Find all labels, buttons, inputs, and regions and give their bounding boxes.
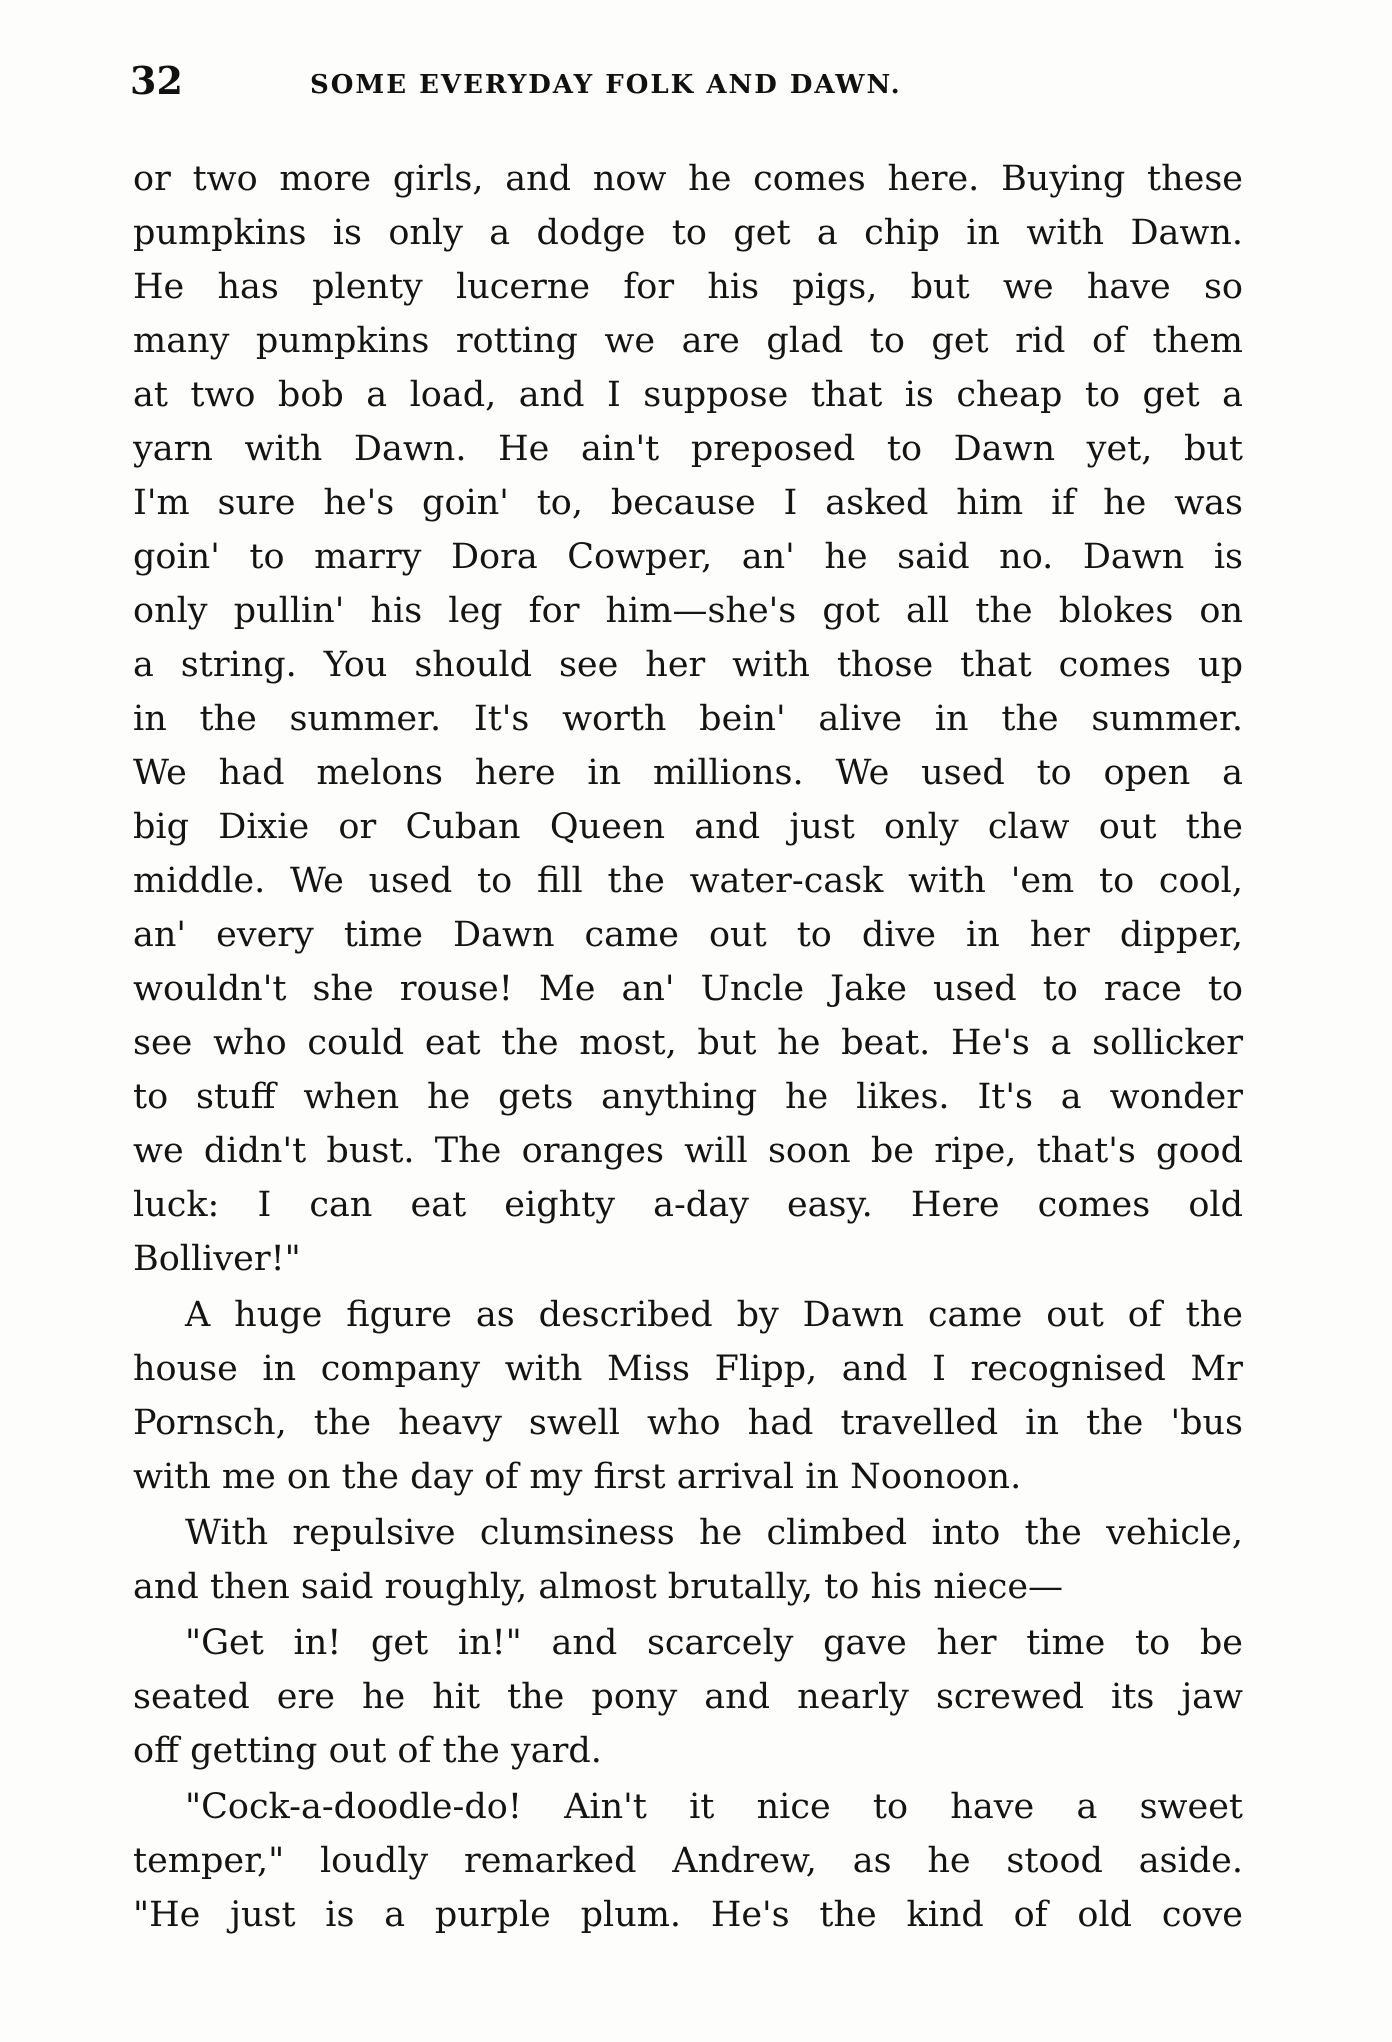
text-line: pumpkins is only a dodge to get a chip in with Dawn. [133, 213, 1243, 253]
text-line: "Get in! get in!" and scarcely gave her time to be [185, 1623, 1243, 1663]
text-line: an' every time Dawn came out to dive in her dipper, [133, 915, 1243, 955]
text-line: Bolliver!" [133, 1239, 301, 1279]
text-line: seated ere he hit the pony and nearly screwed its jaw [133, 1677, 1243, 1717]
text-line: to stuff when he gets anything he likes. It's a wonder [133, 1077, 1243, 1117]
text-line: only pullin' his leg for him—she's got all the blokes on [133, 591, 1243, 631]
text-line: I'm sure he's goin' to, because I asked him if he was [133, 483, 1243, 523]
text-line: With repulsive clumsiness he climbed into the vehicle, [185, 1513, 1243, 1553]
text-line: yarn with Dawn. He ain't preposed to Dawn yet, but [133, 429, 1243, 469]
text-line: off getting out of the yard. [133, 1731, 602, 1771]
text-line: temper," loudly remarked Andrew, as he stood aside. [133, 1841, 1243, 1881]
text-line: Pornsch, the heavy swell who had travelled in the 'bus [133, 1403, 1243, 1443]
text-line: many pumpkins rotting we are glad to get rid of them [133, 321, 1243, 361]
text-line: or two more girls, and now he comes here. Buying these [133, 159, 1243, 199]
text-line: house in company with Miss Flipp, and I recognised Mr [133, 1349, 1243, 1389]
text-line: wouldn't she rouse! Me an' Uncle Jake used to race to [133, 969, 1243, 1009]
page-number: 32 [130, 58, 183, 103]
text-line: goin' to marry Dora Cowper, an' he said no. Dawn is [133, 537, 1243, 577]
text-line: A huge figure as described by Dawn came out of the [185, 1295, 1243, 1335]
text-line: We had melons here in millions. We used to open a [133, 753, 1243, 793]
text-line: middle. We used to fill the water-cask with 'em to cool, [133, 861, 1243, 901]
text-line: a string. You should see her with those that comes up [133, 645, 1243, 685]
body-text [133, 152, 1243, 1942]
page-header [130, 58, 1260, 118]
text-line: with me on the day of my first arrival in Noonoon. [133, 1457, 1022, 1497]
text-line: at two bob a load, and I suppose that is cheap to get a [133, 375, 1243, 415]
text-line: we didn't bust. The oranges will soon be ripe, that's good [133, 1131, 1243, 1171]
text-line: luck: I can eat eighty a-day easy. Here comes old [133, 1185, 1243, 1225]
text-line: He has plenty lucerne for his pigs, but we have so [133, 267, 1243, 307]
text-line: "He just is a purple plum. He's the kind of old cove [133, 1895, 1243, 1935]
text-line: in the summer. It's worth bein' alive in the summer. [133, 699, 1243, 739]
text-line: and then said roughly, almost brutally, to his niece— [133, 1567, 1064, 1607]
text-line: "Cock-a-doodle-do! Ain't it nice to have a sweet [185, 1787, 1243, 1827]
text-line: see who could eat the most, but he beat. He's a sollicker [133, 1023, 1243, 1063]
text-line: big Dixie or Cuban Queen and just only claw out the [133, 807, 1243, 847]
running-head: SOME EVERYDAY FOLK AND DAWN. [310, 70, 902, 100]
